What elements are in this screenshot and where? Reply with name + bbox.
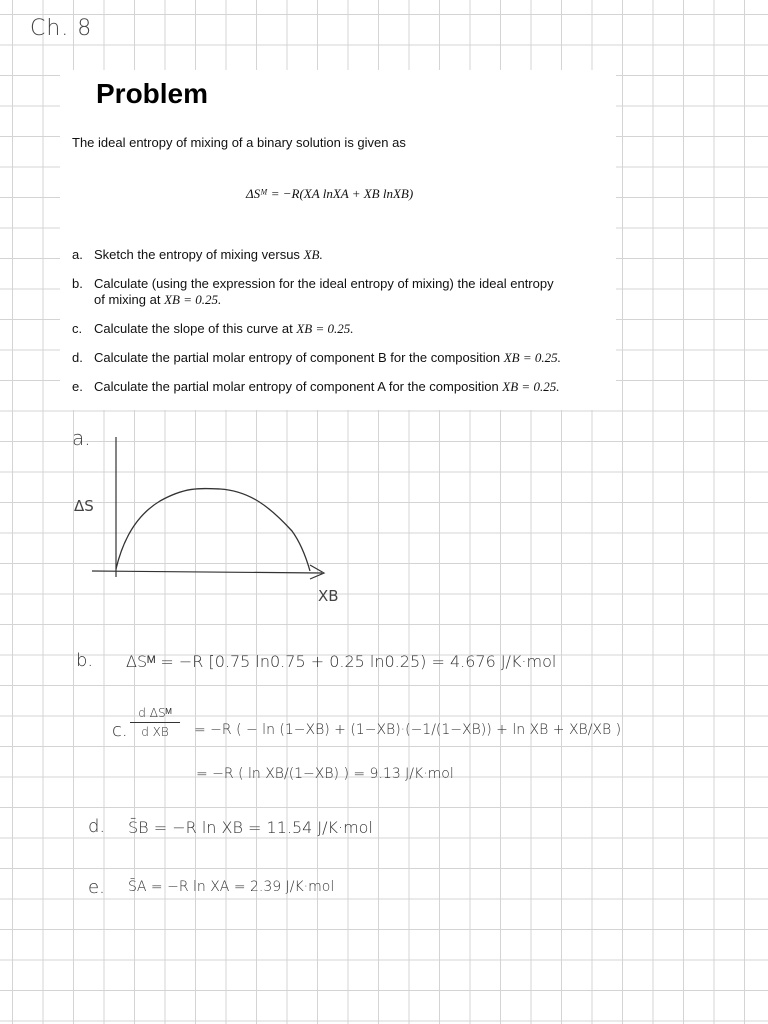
solution-d-equation: S̄B = −R ln XB = 11.54 J/K·mol: [128, 818, 373, 837]
sketch-x-label: XB: [318, 587, 339, 605]
solution-c-label: c.: [112, 720, 128, 741]
solution-c-derivative: [130, 706, 180, 739]
problem-title: Problem: [96, 78, 209, 109]
entropy-sketch: [60, 425, 360, 615]
item-label: e.: [72, 379, 83, 394]
item-math: XB.: [303, 247, 323, 262]
item-text: Calculate the slope of this curve at: [94, 321, 293, 336]
problem-card: [60, 70, 616, 410]
entropy-formula: ΔSᴹ = −R(XA lnXA + XB lnXB): [246, 186, 414, 201]
solution-c-line2: = −R ( ln XB/(1−XB) ) = 9.13 J/K·mol: [196, 766, 454, 782]
sketch-arrow-icon: [310, 565, 324, 579]
item-text: Calculate (using the expression for the ideal entropy of mixing) the ideal entropy: [94, 276, 554, 291]
item-text: Sketch the entropy of mixing versus: [94, 247, 300, 262]
problem-item-e: [72, 379, 559, 395]
derivative-numerator: d ΔSᴹ: [130, 706, 180, 723]
sketch-y-label: ΔS: [74, 497, 94, 515]
problem-intro: The ideal entropy of mixing of a binary solution is given as: [72, 135, 406, 150]
problem-item-c: [72, 321, 354, 337]
solution-e-equation: S̄A = −R ln XA = 2.39 J/K·mol: [128, 879, 335, 895]
sketch-x-axis: [92, 571, 322, 573]
item-text: Calculate the partial molar entropy of component A for the composition: [94, 379, 499, 394]
item-text: Calculate the partial molar entropy of component B for the composition: [94, 350, 501, 365]
solution-d-label: d.: [88, 816, 106, 837]
chapter-label: Ch. 8: [30, 16, 93, 41]
item-math: XB = 0.25.: [503, 350, 561, 365]
item-text-continued: of mixing at: [94, 292, 161, 307]
solution-c-line1: = −R ( − ln (1−XB) + (1−XB)·(−1/(1−XB)) + ln XB + XB/XB ): [194, 722, 622, 738]
item-label: b.: [72, 276, 83, 291]
sketch-curve: [116, 488, 310, 571]
solution-b-label: b.: [76, 650, 94, 671]
item-label: a.: [72, 247, 83, 262]
problem-item-b: [72, 276, 554, 308]
derivative-denominator: d XB: [141, 725, 169, 739]
item-math: XB = 0.25.: [296, 321, 354, 336]
item-label: d.: [72, 350, 83, 365]
item-label: c.: [72, 321, 83, 336]
solution-e-label: e.: [88, 877, 105, 898]
item-math: XB = 0.25.: [502, 379, 560, 394]
sketch-label: a.: [72, 426, 91, 450]
item-math: XB = 0.25.: [164, 292, 222, 307]
solution-b-equation: ΔSᴹ = −R [0.75 ln0.75 + 0.25 ln0.25) = 4.676 J/K·mol: [126, 652, 557, 671]
problem-item-d: [72, 350, 561, 366]
problem-item-a: [72, 247, 323, 263]
